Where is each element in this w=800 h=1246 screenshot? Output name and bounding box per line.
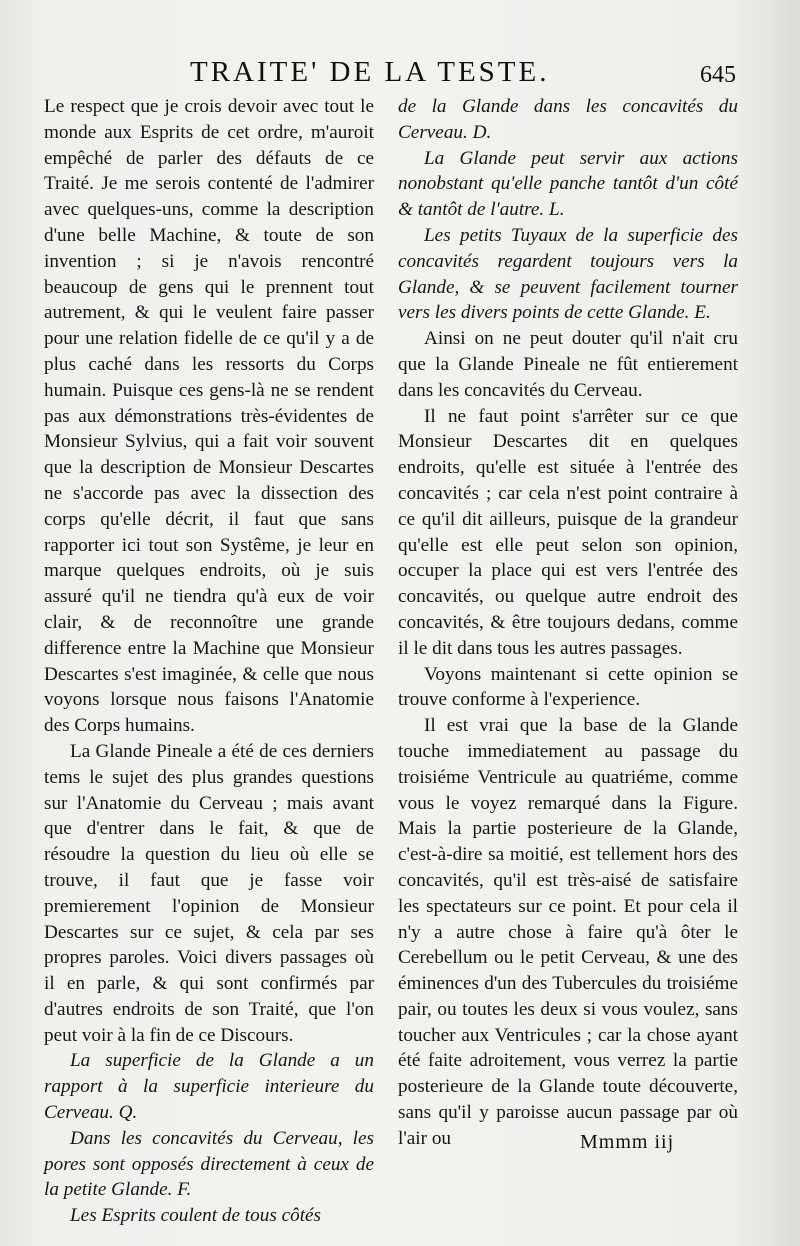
left-column [44,94,374,1229]
signature-mark: Mmmm iij [580,1131,675,1153]
quoted-passage: de la Glande dans les concavités du Cerveau. D. [398,96,738,143]
paragraph: Il ne faut point s'arrêter sur ce que Monsieur Descartes dit en quelques endroits, qu'elle est située à l'entrée des concavités ; car cela n'est point contraire à ce qu'il dit ailleurs, puisque de la grandeur qu'elle est elle peut selon son opinion, occuper la place qui est vers l'entrée des concavités, ou quelque autre endroit des concavités, & être toujours dedans, comme il le dit dans tous les autres passages. [398,405,738,659]
paragraph: Il est vrai que la base de la Glande touche immediatement au passage du troisiéme Ventricule au quatriéme, comme vous le voyez remarqué dans la Figure. Mais la partie posterieure de la Glande, c'est-à-dire sa moitié, est tellement hors des concavités, qu'il est très-aisé de satisfaire les spectateurs sur ce point. Et pour cela il n'y a autre chose à faire qu'à ôter le Cerebellum ou le petit Cerveau, & une des éminences d'un des Tubercules du troisiéme pair, ou toutes les deux si vous voulez, sans toucher aux Ventricules ; car la chose ayant été faite adroitement, vous verrez la partie posterieure de la Glande toute découverte, sans qu'il y paroisse aucun passage par où l'air ou [398,715,738,1149]
paragraph: Voyons maintenant si cette opinion se trouve conforme à l'experience. [398,663,738,711]
quoted-passage: Les petits Tuyaux de la superficie des concavités regardent toujours vers la Glande, & se peuvent facilement tourner vers les divers points de cette Glande. E. [398,224,738,324]
quoted-passage: Dans les concavités du Cerveau, les pores sont opposés directement à ceux de la petite Glande. F. [44,1127,374,1201]
quoted-passage: La superficie de la Glande a un rapport à la superficie interieure du Cerveau. Q. [44,1050,374,1124]
quoted-passage: La Glande peut servir aux actions nonobstant qu'elle panche tantôt d'un côté & tantôt de l'autre. L. [398,147,738,221]
paragraph: Ainsi on ne peut douter qu'il n'ait cru que la Glande Pineale ne fût entierement dans les concavités du Cerveau. [398,328,738,401]
right-column [398,94,738,1152]
running-title: TRAITE' DE LA TESTE. [190,56,550,88]
quoted-passage: Les Esprits coulent de tous côtés [70,1205,322,1227]
paragraph: La Glande Pineale a été de ces derniers tems le sujet des plus grandes questions sur l'Anatomie du Cerveau ; mais avant que d'entrer dans le fait, & que de résoudre la question du lieu où elle se trouve, il faut que je fasse voir premierement l'opinion de Monsieur Descartes sur ce sujet, & cela par ses propres paroles. Voici divers passages où il en parle, & qui sont confirmés par d'autres endroits de son Traité, que l'on peut voir à la fin de ce Discours. [44,740,374,1046]
page-header [150,56,750,92]
paragraph: Le respect que je crois devoir avec tout le monde aux Esprits de cet ordre, m'auroit empêché de parler des défauts de ce Traité. Je me serois contenté de l'admirer avec quelques-uns, comme la description d'une belle Machine, & toute de son invention ; si je n'avois rencontré beaucoup de gens qui le prennent tout autrement, & qui le veulent faire passer pour une relation fidelle de ce qu'il y a de plus caché dans les ressorts du Corps humain. Puisque ces gens-là ne se rendent pas aux démonstrations très-évidentes de Monsieur Sylvius, qui a fait voir souvent que la description de Monsieur Descartes ne s'accorde pas avec la dissection des corps qu'elle décrit, il faut que sans rapporter ici tout son Systême, je leur en marque quelques endroits, où je suis assuré qu'il ne tiendra qu'à eux de voir clair, & de reconnoître une grande difference entre la Machine que Monsieur Descartes s'est imaginée, & celle que nous voyons lorsque nous faisons l'Anatomie des Corps humains. [44,96,374,737]
page-number: 645 [700,62,736,88]
